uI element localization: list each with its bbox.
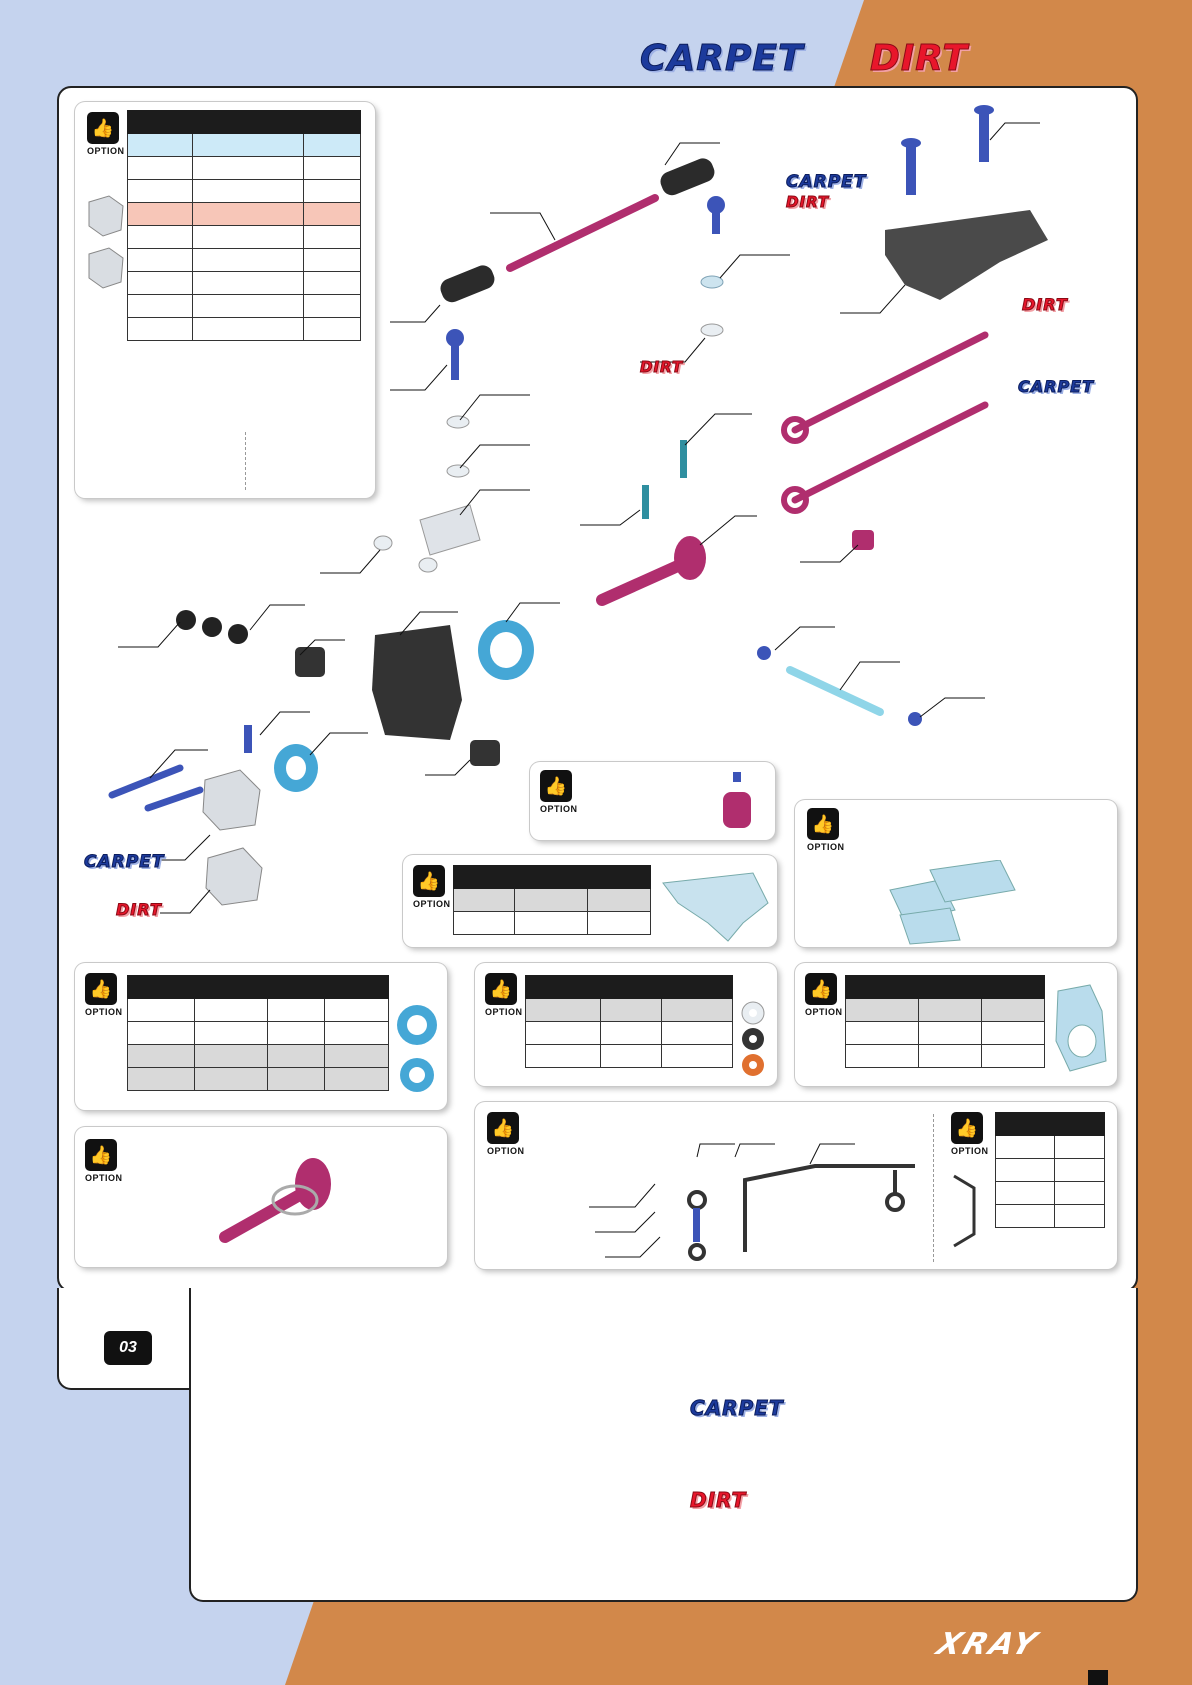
option-badge: 👍 OPTION bbox=[87, 112, 123, 162]
carpet-logo-block: CARPET bbox=[84, 852, 165, 872]
thumbs-up-icon: 👍 bbox=[85, 1139, 117, 1171]
option-panel-axle: 👍 OPTION bbox=[75, 1127, 447, 1267]
option-panel-holders: 👍 OPTION bbox=[795, 800, 1117, 947]
carpet-logo-ballstud: CARPET bbox=[786, 172, 867, 192]
plate-table bbox=[453, 865, 651, 935]
pin-2 bbox=[642, 485, 649, 519]
washer-1 bbox=[701, 276, 723, 288]
thumbs-up-icon: 👍 bbox=[951, 1112, 983, 1144]
divider bbox=[245, 432, 246, 490]
dirt-logo-driveshaft: DIRT bbox=[1022, 295, 1068, 314]
ball-joint-upper bbox=[657, 155, 717, 198]
link-holder bbox=[420, 505, 480, 555]
hex-block-option-icons bbox=[81, 192, 131, 302]
spacer-images bbox=[395, 1003, 440, 1103]
antiroll-table bbox=[995, 1112, 1105, 1228]
option-panel-plate: 👍 OPTION bbox=[403, 855, 777, 947]
thumbs-up-icon: 👍 bbox=[807, 808, 839, 840]
dirt-logo-washer: DIRT bbox=[640, 358, 684, 376]
antiroll-bar-image bbox=[575, 1112, 935, 1262]
option-panel-hub: 👍 OPTION bbox=[795, 963, 1117, 1086]
thumbs-up-icon: 👍 bbox=[485, 973, 517, 1005]
hex-block-carpet bbox=[203, 770, 260, 830]
wheel-axle bbox=[602, 565, 680, 600]
washer-table bbox=[525, 975, 733, 1068]
thumbs-up-icon: 👍 bbox=[540, 770, 572, 802]
axle-option-image bbox=[215, 1142, 355, 1252]
xray-logo: XRAY bbox=[932, 1627, 1044, 1662]
coupler-part-image bbox=[715, 770, 765, 835]
ball-stud-2 bbox=[446, 329, 464, 347]
option-panel-spacers: 👍 OPTION bbox=[75, 963, 447, 1110]
axle-head bbox=[674, 536, 706, 580]
option-panel-washers: 👍 OPTION bbox=[475, 963, 777, 1086]
ball-stud-1 bbox=[707, 196, 725, 214]
step-number-badge: 03 bbox=[104, 1331, 152, 1365]
carpet-logo-step: CARPET bbox=[690, 1396, 784, 1420]
page-corner-mark bbox=[1088, 1670, 1108, 1685]
alu-plate-image bbox=[658, 863, 773, 943]
washer-images bbox=[737, 1001, 769, 1081]
step-instructions-box bbox=[189, 1288, 1138, 1602]
dirt-logo-block: DIRT bbox=[116, 900, 162, 919]
thumbs-up-icon: 👍 bbox=[85, 973, 117, 1005]
roll-center-table bbox=[127, 110, 361, 341]
antiroll-wire-icon bbox=[950, 1172, 980, 1252]
pin-1 bbox=[680, 440, 687, 478]
hub-table bbox=[845, 975, 1045, 1068]
carpet-logo-header: CARPET bbox=[640, 38, 804, 79]
tie-rod bbox=[510, 198, 655, 268]
alu-holders-image bbox=[880, 860, 1040, 945]
hub-carrier bbox=[372, 625, 462, 740]
hub-carrier-image bbox=[1050, 981, 1112, 1077]
ball-joint-lower bbox=[437, 262, 497, 305]
dirt-logo-ballstud: DIRT bbox=[786, 193, 830, 211]
thumbs-up-icon: 👍 bbox=[805, 973, 837, 1005]
thumbs-up-icon: 👍 bbox=[487, 1112, 519, 1144]
dirt-logo-step: DIRT bbox=[690, 1488, 747, 1512]
option-panel-coupler: 👍 OPTION bbox=[530, 762, 775, 840]
carpet-logo-driveshaft: CARPET bbox=[1018, 377, 1095, 396]
divider bbox=[933, 1114, 934, 1262]
steering-plate bbox=[885, 210, 1048, 300]
washer-2 bbox=[701, 324, 723, 336]
thumbs-up-icon: 👍 bbox=[87, 112, 119, 144]
pivot-shaft bbox=[790, 670, 880, 712]
dirt-logo-header: DIRT bbox=[870, 38, 968, 79]
option-panel-antiroll: 👍 OPTION 👍 OPTION bbox=[475, 1102, 1117, 1269]
spacer-table bbox=[127, 975, 389, 1091]
thumbs-up-icon: 👍 bbox=[413, 865, 445, 897]
hex-block-dirt bbox=[206, 848, 262, 905]
option-panel-roll-center bbox=[75, 102, 375, 498]
